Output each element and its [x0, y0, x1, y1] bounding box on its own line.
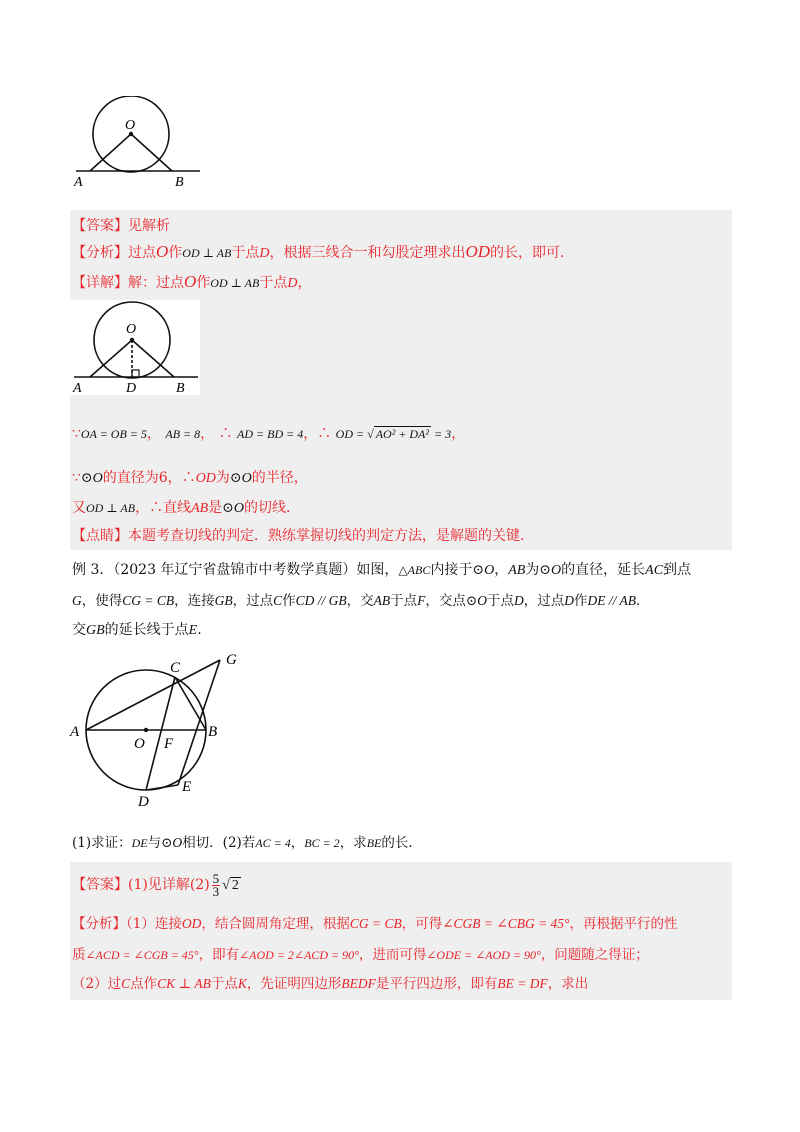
- label-o: O: [134, 736, 145, 752]
- label-d: D: [138, 794, 149, 808]
- center-point: [130, 338, 134, 342]
- detail-line: 【详解】解：过点O作OD ⊥ AB于点D，: [72, 272, 312, 291]
- label-c: C: [170, 660, 181, 676]
- label-d: D: [126, 381, 137, 395]
- analysis-tag: 【分析】: [72, 245, 128, 261]
- analysis-line: 【分析】过点O作OD ⊥ AB于点D，根据三线合一和勾股定理求出OD的长，即可.: [72, 242, 565, 261]
- label-e: E: [182, 779, 192, 795]
- ex3-title-line: 例 3．（2023 年辽宁省盘锦市中考数学真题）如图，△ABC内接于⊙O，AB为⊙O的直径，延长AC到点: [72, 562, 692, 578]
- ex3-answer-line: 【答案】(1)见详解(2) $\frac{5}{3}$ √ 2: [72, 870, 239, 899]
- answer-fraction: $\frac{5}{3}$: [212, 870, 220, 899]
- ex3-analysis-line-2: 质∠ACD = ∠CGB = 45°，即有∠AOD = 2∠ACD = 90°，进而可得∠ODE = ∠AOD = 90°，问题随之得证；: [72, 947, 649, 963]
- label-o: O: [125, 118, 136, 133]
- radius-line: ∵⊙O的直径为6，∴OD为⊙O的半径，: [72, 470, 308, 486]
- figure-circle-tangent: [68, 96, 204, 188]
- segment-cd: [146, 677, 175, 790]
- label-f: F: [164, 736, 174, 752]
- label-a: A: [73, 381, 82, 395]
- figure-inscribed-triangle: [68, 648, 248, 808]
- segment-cb: [175, 677, 206, 730]
- ex3-analysis-line-1: 【分析】（1）连接OD，结合圆周角定理，根据CG = CB，可得∠CGB = ∠CBG = 45°，再根据平行的性: [72, 916, 678, 932]
- segment-de: [146, 785, 178, 790]
- right-angle-mark: [132, 370, 139, 377]
- label-a: A: [74, 175, 83, 188]
- ex3-analysis-tag: 【分析】: [72, 916, 126, 932]
- detail-tag: 【详解】: [72, 275, 128, 291]
- label-b: B: [208, 724, 218, 740]
- center-point: [144, 728, 148, 732]
- ex3-line-3: 交GB的延长线于点E.: [72, 622, 202, 638]
- label-b: B: [176, 381, 185, 395]
- label-g: G: [226, 652, 237, 668]
- answer-tag: 【答案】: [72, 218, 128, 234]
- answer-line: [72, 216, 752, 236]
- comment-line: 【点睛】本题考查切线的判定．熟练掌握切线的判定方法，是解题的关键.: [72, 528, 525, 544]
- label-b: B: [175, 175, 184, 188]
- calc-line: ∵OA = OB = 5， AB = 8， ∴ AD = BD = 4，∴ OD = √ AO² + DA² = 3，: [72, 426, 466, 442]
- conclusion-line: 又OD ⊥ AB，∴直线AB是⊙O的切线.: [72, 500, 291, 516]
- answer-text: 见解析: [128, 218, 170, 234]
- figure-circle-perpendicular: [70, 300, 200, 395]
- ex3-question-line: (1)求证：DE与⊙O相切．(2)若AC = 4，BC = 2，求BE的长．: [72, 835, 422, 851]
- ex3-line-2: G，使得CG = CB，连接GB，过点C作CD // GB，交AB于点F，交点⊙O于点D，过点D作DE // AB．: [72, 593, 650, 609]
- comment-tag: 【点睛】: [72, 528, 128, 544]
- ex3-analysis-line-3: （2）过C点作CK ⊥ AB于点K，先证明四边形BEDF是平行四边形，即有BE = DF，求出: [72, 976, 589, 992]
- label-a: A: [70, 724, 80, 740]
- label-o: O: [126, 322, 137, 337]
- ex3-answer-tag: 【答案】: [72, 877, 128, 893]
